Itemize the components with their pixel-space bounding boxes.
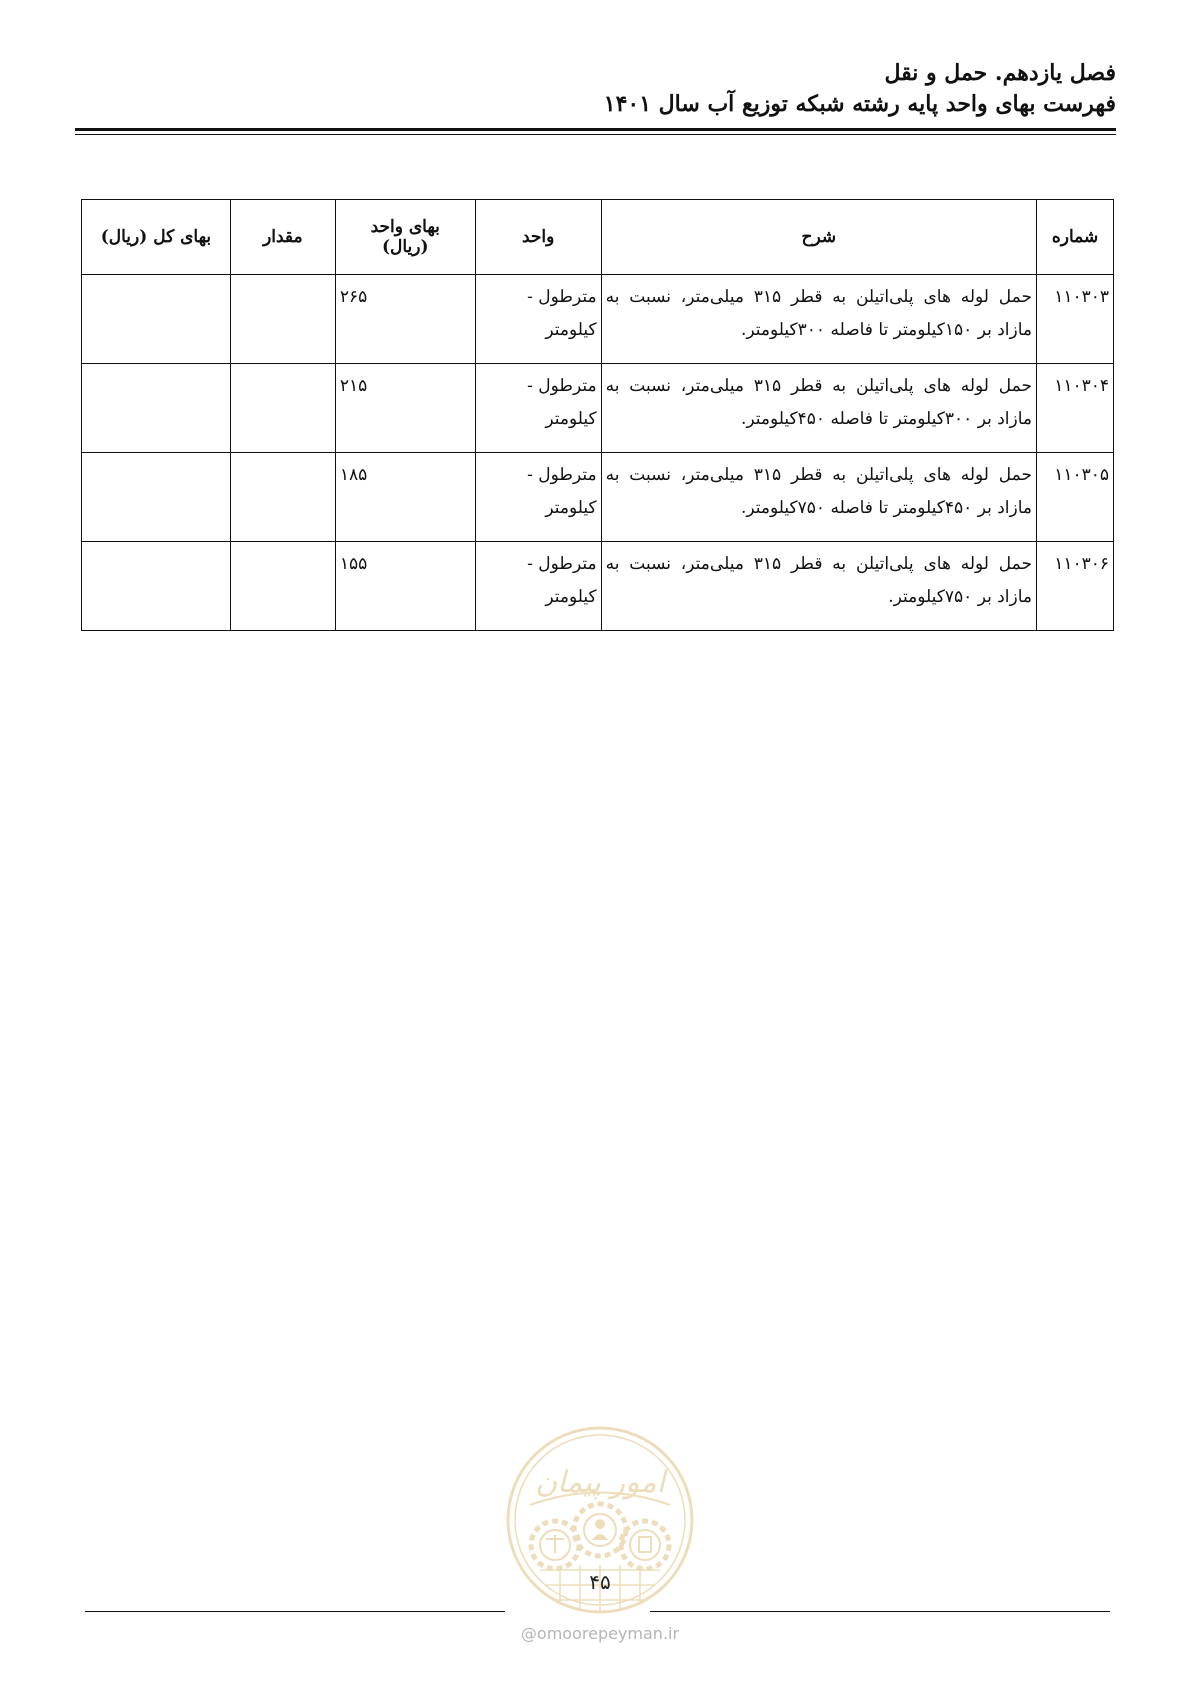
row-unit xyxy=(475,275,601,364)
row-description: حمل لوله های پلی‌اتیلن به قطر ۳۱۵ میلی‌متر، نسبت به مازاد بر ۱۵۰کیلومتر تا فاصله ۳۰۰کیلومتر. xyxy=(601,275,1036,364)
row-description: حمل لوله های پلی‌اتیلن به قطر ۳۱۵ میلی‌متر، نسبت به مازاد بر ۳۰۰کیلومتر تا فاصله ۴۵۰کیلومتر. xyxy=(601,364,1036,453)
table-header-row xyxy=(82,200,1114,275)
row-total xyxy=(82,542,231,631)
svg-text:امور پیمان: امور پیمان xyxy=(535,1465,665,1500)
header-unit: واحد xyxy=(475,200,601,275)
document-icon xyxy=(639,1537,651,1552)
row-total xyxy=(82,275,231,364)
footer-rule-left xyxy=(85,1611,505,1612)
chapter-title: فصل یازدهم. حمل و نقل xyxy=(884,60,1116,86)
row-description: حمل لوله های پلی‌اتیلن به قطر ۳۱۵ میلی‌متر، نسبت به مازاد بر ۷۵۰کیلومتر. xyxy=(601,542,1036,631)
row-quantity xyxy=(230,364,335,453)
header-unit-price-currency: (ریال) xyxy=(381,237,429,257)
row-quantity xyxy=(230,542,335,631)
footer-rule-right xyxy=(650,1611,1110,1612)
row-total xyxy=(82,453,231,542)
gear-icon xyxy=(621,1521,669,1569)
header-rule-thin xyxy=(75,134,1116,135)
person-icon xyxy=(592,1519,608,1540)
table-row xyxy=(82,453,1114,542)
page-number: ۴۵ xyxy=(589,1570,611,1594)
header-number: شماره xyxy=(1037,200,1114,275)
header-unit-price xyxy=(335,200,475,275)
row-unit-line2: کیلومتر xyxy=(545,320,597,340)
row-unit xyxy=(475,453,601,542)
table-row xyxy=(82,275,1114,364)
header-quantity: مقدار xyxy=(230,200,335,275)
row-total xyxy=(82,364,231,453)
header-description: شرح xyxy=(601,200,1036,275)
row-unit-line1: مترطول - xyxy=(527,376,597,396)
row-unit-line2: کیلومتر xyxy=(545,498,597,518)
row-unit xyxy=(475,364,601,453)
row-quantity xyxy=(230,453,335,542)
row-unit-price: ۲۶۵ xyxy=(335,275,475,364)
header-rule-thick xyxy=(75,128,1116,131)
row-quantity xyxy=(230,275,335,364)
page-header xyxy=(604,58,1116,120)
row-unit-price: ۱۸۵ xyxy=(335,453,475,542)
row-unit-line2: کیلومتر xyxy=(545,587,597,607)
watermark-text: @omoorepeyman.ir xyxy=(520,1624,680,1643)
document-subtitle: فهرست بهای واحد پایه رشته شبکه توزیع آب سال ۱۴۰۱ xyxy=(603,91,1116,117)
table-row xyxy=(82,364,1114,453)
gear-icon xyxy=(574,1504,626,1556)
price-table xyxy=(81,199,1114,631)
row-unit xyxy=(475,542,601,631)
row-unit-line2: کیلومتر xyxy=(545,409,597,429)
row-unit-line1: مترطول - xyxy=(527,554,597,574)
row-number: ۱۱۰۳۰۳ xyxy=(1037,275,1114,364)
header-total-price: بهای کل (ریال) xyxy=(82,200,231,275)
header-unit-price-label: بهای واحد xyxy=(370,217,440,237)
row-unit-price: ۱۵۵ xyxy=(335,542,475,631)
scales-icon xyxy=(546,1535,564,1553)
row-number: ۱۱۰۳۰۴ xyxy=(1037,364,1114,453)
row-unit-price: ۲۱۵ xyxy=(335,364,475,453)
row-unit-line1: مترطول - xyxy=(527,465,597,485)
table-row xyxy=(82,542,1114,631)
row-number: ۱۱۰۳۰۵ xyxy=(1037,453,1114,542)
row-description: حمل لوله های پلی‌اتیلن به قطر ۳۱۵ میلی‌متر، نسبت به مازاد بر ۴۵۰کیلومتر تا فاصله ۷۵۰کیلومتر. xyxy=(601,453,1036,542)
row-unit-line1: مترطول - xyxy=(527,287,597,307)
row-number: ۱۱۰۳۰۶ xyxy=(1037,542,1114,631)
